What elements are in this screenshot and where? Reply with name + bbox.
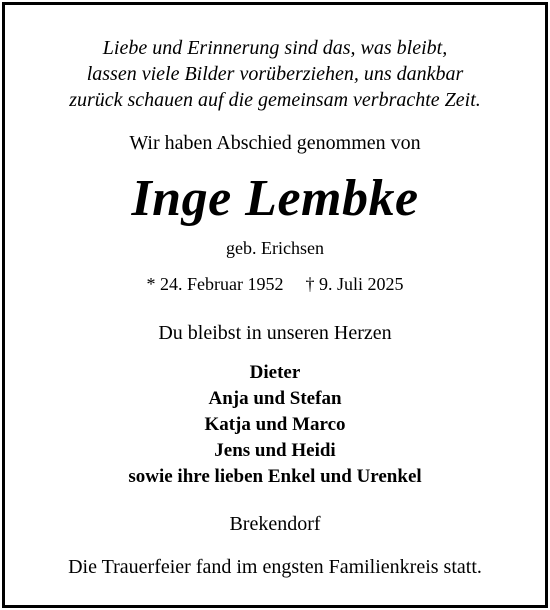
life-dates (5, 273, 545, 295)
closing-text: Die Trauerfeier fand im engsten Familienkreis statt. (68, 556, 482, 578)
deceased-name: Inge Lembke (131, 170, 419, 227)
intro-text: Wir haben Abschied genommen von (129, 132, 421, 154)
obituary-notice (5, 5, 545, 605)
poem-line-2: lassen viele Bilder vorüberziehen, uns dankbar (86, 63, 464, 85)
notice-border (2, 2, 548, 608)
poem-line-1: Liebe und Erinnerung sind das, was bleibt, (102, 37, 448, 59)
mourner-2: Anja und Stefan (208, 388, 342, 409)
mourner-1: Dieter (249, 362, 301, 383)
farewell-text: Du bleibst in unseren Herzen (158, 322, 392, 344)
birth-date: * 24. Februar 1952 (146, 274, 284, 294)
mourner-3: Katja und Marco (204, 414, 346, 435)
death-date: † 9. Juli 2025 (305, 274, 404, 294)
poem-line-3: zurück schauen auf die gemeinsam verbrachte Zeit. (69, 89, 481, 111)
place: Brekendorf (229, 513, 321, 535)
mourner-4: Jens und Heidi (214, 440, 336, 461)
mourner-5: sowie ihre lieben Enkel und Urenkel (128, 466, 422, 487)
birth-name: geb. Erichsen (226, 238, 324, 258)
